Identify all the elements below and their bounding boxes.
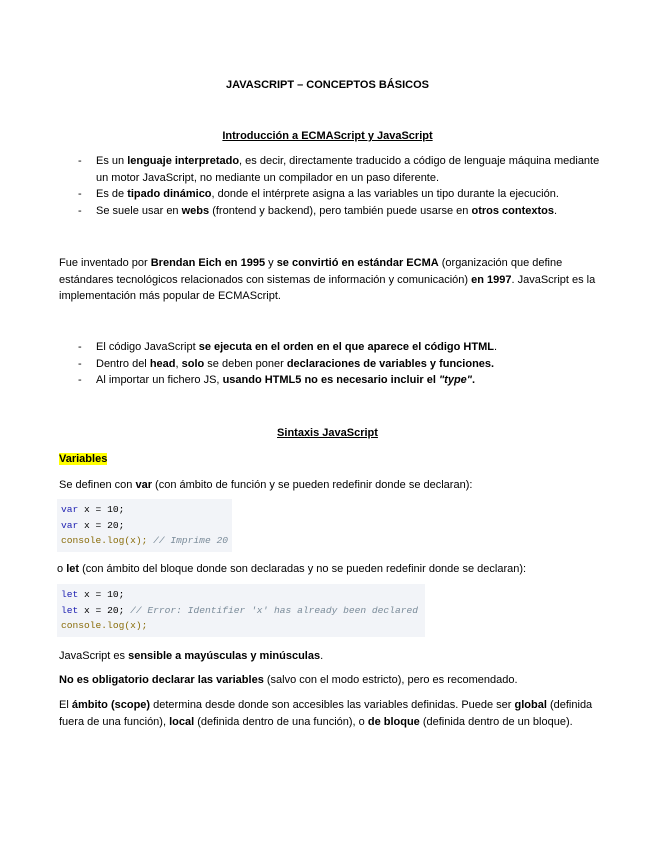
- bullet-marker: -: [78, 204, 82, 217]
- bullet-marker: -: [78, 357, 82, 370]
- section-heading-syntax: Sintaxis JavaScript: [277, 427, 378, 439]
- history-paragraph: Fue inventado por Brendan Eich en 1995 y se convirtió en estándar ECMA (organización que define estándares tecnológicos relacionados con sistemas de información y comunicación) en 1997. JavaScript es la implementación más popular de ECMAScript.: [59, 257, 596, 302]
- section-heading-intro: Introducción a ECMAScript y JavaScript: [222, 130, 433, 142]
- code-block-var: [57, 499, 232, 552]
- bullet-marker: -: [78, 374, 82, 386]
- list-item: - Se suele usar en webs (frontend y backend), pero también puede usarse en otros contextos.: [78, 203, 601, 220]
- var-intro: Se definen con var (con ámbito de función y se pueden redefinir donde se declaran):: [59, 479, 473, 491]
- list-item: - Es un lenguaje interpretado, es decir, directamente traducido a código de lenguaje máquina mediante un motor JavaScript, no mediante un compilador en un paso diferente.: [78, 153, 601, 186]
- code-line: console.log(x);: [61, 620, 148, 631]
- bullet-marker: -: [78, 341, 82, 353]
- strict-mode-note: No es obligatorio declarar las variables (salvo con el modo estricto), pero es recomendado.: [59, 674, 518, 686]
- bullet-marker: -: [78, 155, 82, 167]
- list-item: - Al importar un fichero JS, usando HTML5 no es necesario incluir el "type".: [78, 372, 601, 389]
- code-line: let x = 20; // Error: Identifier 'x' has already been declared: [61, 604, 418, 616]
- scope-paragraph: El ámbito (scope) determina desde donde son accesibles las variables definidas. Puede ser global (definida fuera de una función), local (definida dentro de una función), o de bloque (definida dentro de un bloque).: [59, 699, 593, 728]
- rules-bullet-list: [78, 339, 601, 389]
- code-line: console.log(x); // Imprime 20: [61, 535, 228, 546]
- list-item: - Dentro del head, solo se deben poner declaraciones de variables y funciones.: [78, 356, 601, 373]
- document-title: JAVASCRIPT – CONCEPTOS BÁSICOS: [226, 79, 429, 91]
- list-item: - El código JavaScript se ejecuta en el orden en el que aparece el código HTML.: [78, 339, 601, 356]
- let-intro: o let (con ámbito del bloque donde son declaradas y no se pueden redefinir donde se declaran):: [57, 563, 527, 575]
- code-block-let: [57, 584, 425, 637]
- list-item: - Es de tipado dinámico, donde el intérprete asigna a las variables un tipo durante la ejecución.: [78, 186, 601, 203]
- code-line: var x = 20;: [61, 519, 125, 531]
- variables-heading: Variables: [59, 453, 108, 465]
- case-sensitive-note: JavaScript es sensible a mayúsculas y minúsculas.: [59, 650, 324, 662]
- code-line: let x = 10;: [61, 589, 125, 600]
- intro-bullet-list: [78, 153, 601, 219]
- bullet-marker: -: [78, 188, 82, 200]
- code-line: var x = 10;: [61, 504, 125, 515]
